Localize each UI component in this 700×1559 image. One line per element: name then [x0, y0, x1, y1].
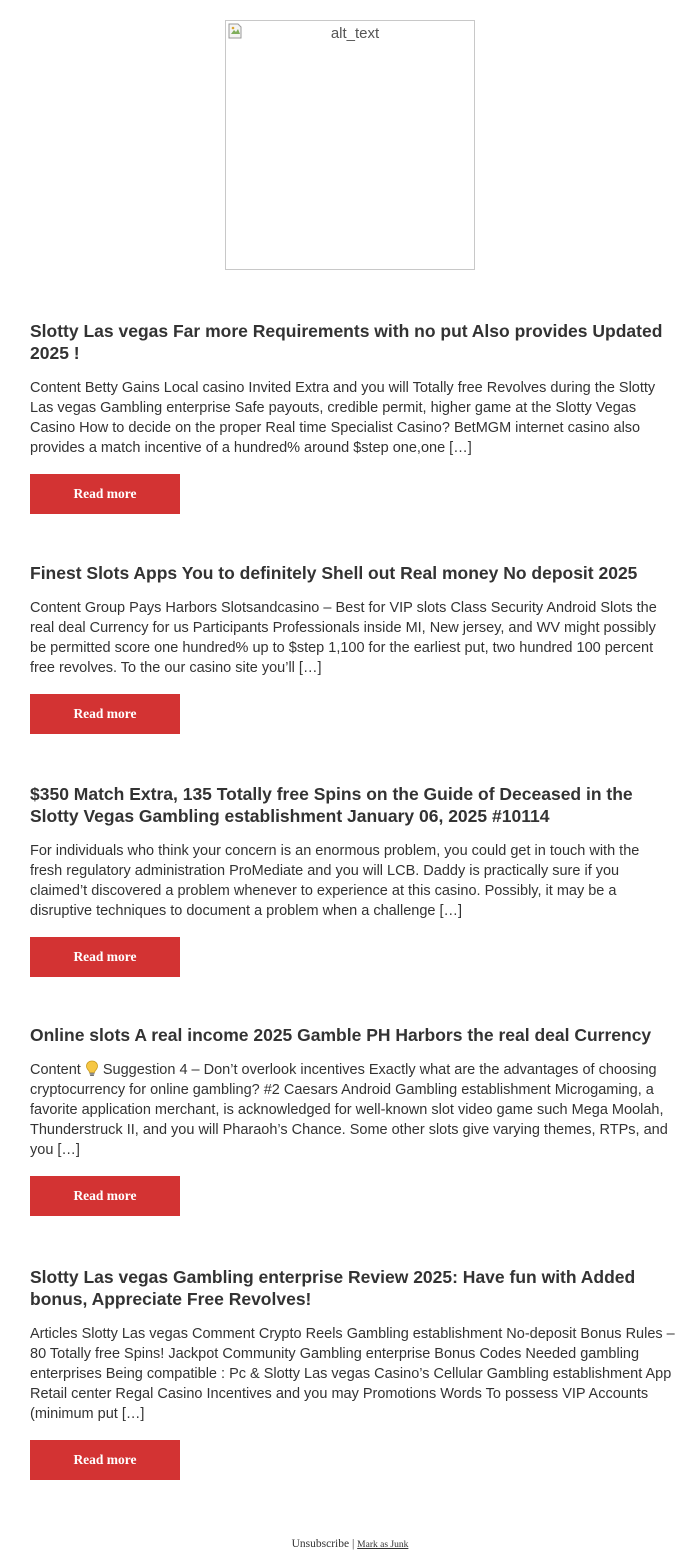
- post-card: [30, 562, 675, 734]
- lightbulb-icon: [85, 1060, 99, 1077]
- post-excerpt-text: Suggestion 4 – Don’t overlook incentives Exactly what are the advantages of choosing cryptocurrency for online gambling? #2 Caesars Android Gambling establishment Microgaming, a favorite application merchant, is acknowledged for well-known slot video game such Mega Moolah, Thunderstruck II, and you will Pharaoh’s Chance. Some other slots give varying themes, RTPs, and you […]: [30, 1062, 668, 1158]
- post-title[interactable]: Slotty Las vegas Gambling enterprise Review 2025: Have fun with Added bonus, Appreciate Free Revolves!: [30, 1267, 636, 1309]
- post-title[interactable]: Slotty Las vegas Far more Requirements with no put Also provides Updated 2025 !: [30, 321, 663, 363]
- post-title[interactable]: Online slots A real income 2025 Gamble PH Harbors the real deal Currency: [30, 1025, 652, 1045]
- post-excerpt: [30, 1060, 675, 1160]
- read-more-button[interactable]: Read more: [30, 937, 180, 977]
- mark-as-junk-link[interactable]: Mark as Junk: [357, 1540, 409, 1550]
- post-excerpt: Content Group Pays Harbors Slotsandcasino – Best for VIP slots Class Security Android Slots the real deal Currency for us Participants Professionals inside MI, New jersey, and WV might possibly be permitted score one hundred% up to $step 1,100 for the earliest put, two hundred 100 percent free revolves. To the our casino site you’ll […]: [30, 600, 657, 676]
- post-title[interactable]: Finest Slots Apps You to definitely Shell out Real money No deposit 2025: [30, 563, 638, 583]
- hero-alt-text: alt_text: [330, 25, 380, 42]
- hero-image: [225, 20, 475, 270]
- post-excerpt: Content Betty Gains Local casino Invited Extra and you will Totally free Revolves during the Slotty Las vegas Gambling enterprise Safe payouts, credible permit, higher game at the Slotty Vegas Casino How to decide on the proper Real time Specialist Casino? BetMGM internet casino also provides a match incentive of a hundred% around $step one,one […]: [30, 380, 656, 456]
- post-excerpt: For individuals who think your concern is an enormous problem, you could get in touch with the fresh regulatory administration ProMediate and you will LCB. Daddy is practically sure if you claimed’t discovered a problem whenever to experience at this casino. Possibly, it may be a disruptive techniques to document a problem when a challenge […]: [30, 843, 640, 919]
- read-more-button[interactable]: Read more: [30, 474, 180, 514]
- post-card: [30, 1266, 675, 1480]
- unsubscribe-link[interactable]: Unsubscribe: [291, 1538, 350, 1550]
- post-excerpt: Articles Slotty Las vegas Comment Crypto Reels Gambling establishment No-deposit Bonus Rules – 80 Totally free Spins! Jackpot Community Gambling enterprise Bonus Codes Needed gambling enterprises Being compatible : Pc & Slotty Las vegas Casino’s Cellular Gambling establishment App Retail center Regal Casino Incentives and you may Promotions Words To possess VIP Accounts (minimum put […]: [30, 1326, 675, 1422]
- footer-separator: |: [351, 1538, 355, 1550]
- post-card: [30, 1024, 675, 1216]
- read-more-button[interactable]: Read more: [30, 694, 180, 734]
- read-more-button[interactable]: Read more: [30, 1176, 180, 1216]
- post-excerpt-prefix: Content: [30, 1062, 81, 1078]
- post-card: [30, 320, 675, 514]
- post-title[interactable]: $350 Match Extra, 135 Totally free Spins on the Guide of Deceased in the Slotty Vegas Gambling establishment January 06, 2025 #10114: [30, 784, 633, 826]
- post-card: [30, 783, 675, 977]
- read-more-button[interactable]: Read more: [30, 1440, 180, 1480]
- footer: [0, 1538, 700, 1550]
